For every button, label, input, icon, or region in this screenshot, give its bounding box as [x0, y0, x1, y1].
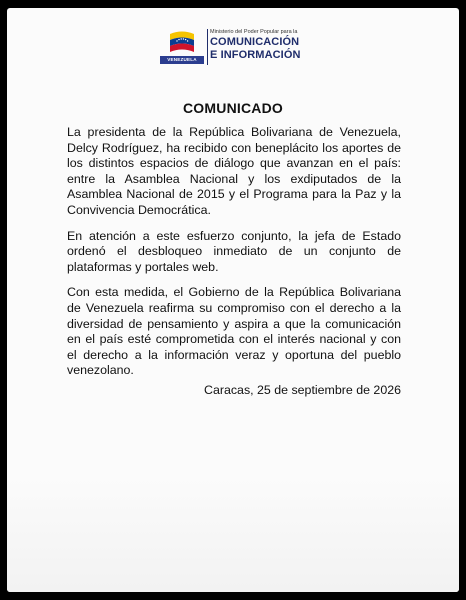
page-bottom-shade: [7, 478, 459, 592]
venezuela-flag-icon: [169, 30, 195, 54]
ministry-name-line1: COMUNICACIÓN: [210, 36, 300, 48]
paragraph: Con esta medida, el Gobierno de la República Bolivariana de Venezuela reafirma su compromiso con el derecho a la diversidad de pensamiento y aspira a que la comunicación en el país esté comprometida con el interés nacional y con el derecho a la información veraz y oportuna del pueblo venezolano.: [67, 285, 401, 378]
paragraph: En atención a este esfuerzo conjunto, la jefa de Estado ordenó el desbloqueo inmediato de un conjunto de plataformas y portales web.: [67, 228, 401, 274]
paragraph: La presidenta de la República Bolivariana de Venezuela, Delcy Rodríguez, ha recibido con beneplácito los aportes de los distintos espacios de diálogo que avanzan en el país: entre la Asamblea Nacional y los exdiputados de la Asamblea Nacional de 2015 y el Programa para la Paz y la Convivencia Democrática.: [67, 125, 401, 217]
ministry-name-line2: E INFORMACIÓN: [210, 49, 301, 61]
ministry-line: Ministerio del Poder Popular para la: [210, 29, 298, 35]
ministry-logo: [160, 28, 310, 70]
country-label: VENEZUELA: [160, 56, 204, 64]
place-date-signoff: Caracas, 25 de septiembre de 2026: [204, 383, 401, 397]
document-title: COMUNICADO: [183, 100, 283, 116]
document-body: [67, 125, 401, 389]
logo-divider: [207, 29, 208, 65]
